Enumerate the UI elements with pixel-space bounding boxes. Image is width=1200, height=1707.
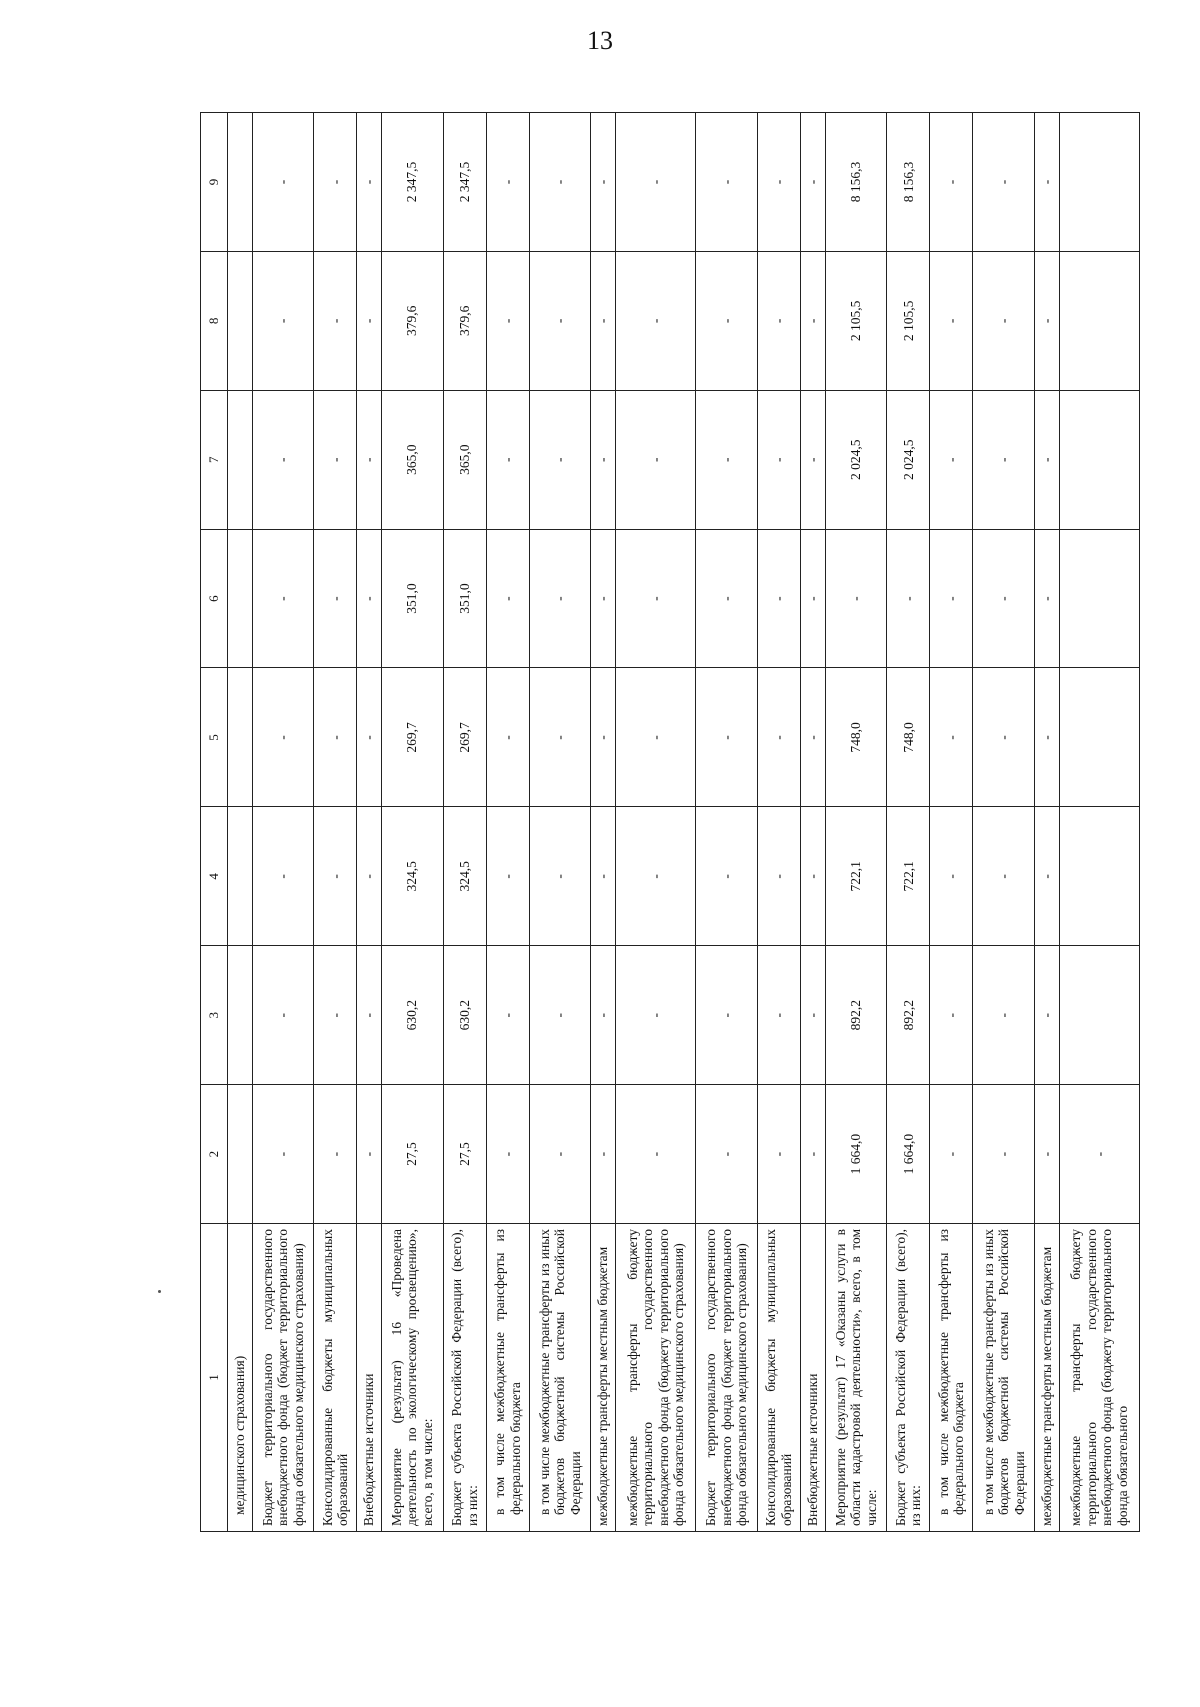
value-cell: - — [1035, 807, 1060, 946]
table-row — [615, 113, 695, 1532]
value-cell: - — [615, 113, 695, 252]
value-cell: - — [757, 251, 800, 390]
value-cell: - — [801, 113, 826, 252]
value-cell: - — [973, 1085, 1035, 1224]
row-label: межбюджетные трансферты местным бюджетам — [1035, 1224, 1060, 1532]
value-cell: - — [930, 668, 973, 807]
value-cell — [1059, 807, 1139, 946]
value-cell: - — [591, 113, 616, 252]
value-cell: 2 105,5 — [887, 251, 930, 390]
table-row — [314, 113, 357, 1532]
value-cell: - — [314, 390, 357, 529]
table-row — [973, 113, 1035, 1532]
table-row — [696, 113, 758, 1532]
value-cell: - — [973, 807, 1035, 946]
value-cell: - — [801, 1085, 826, 1224]
value-cell: 2 024,5 — [825, 390, 887, 529]
table-row — [443, 113, 486, 1532]
row-label: Консолидированные бюджеты муниципальных образований — [757, 1224, 800, 1532]
value-cell: - — [314, 946, 357, 1085]
value-cell: 8 156,3 — [887, 113, 930, 252]
value-cell: - — [757, 1085, 800, 1224]
value-cell: - — [696, 807, 758, 946]
row-label: Мероприятие (результат) 17 «Оказаны услуги в области кадастровой деятельности», всего, в том числе: — [825, 1224, 887, 1532]
value-cell: - — [930, 113, 973, 252]
value-cell: 892,2 — [825, 946, 887, 1085]
row-label: межбюджетные трансферты бюджету территориального государственного внебюджетного фонда (бюджету территориального фонда обязательного — [1059, 1224, 1139, 1532]
value-cell: - — [696, 1085, 758, 1224]
value-cell — [1059, 113, 1139, 252]
value-cell: - — [357, 946, 382, 1085]
value-cell: - — [252, 807, 314, 946]
value-cell: - — [801, 251, 826, 390]
value-cell: - — [757, 668, 800, 807]
value-cell: - — [930, 529, 973, 668]
table-row — [757, 113, 800, 1532]
value-cell: 2 347,5 — [443, 113, 486, 252]
row-label: Бюджет субъекта Российской Федерации (всего), из них: — [887, 1224, 930, 1532]
value-cell: 722,1 — [887, 807, 930, 946]
value-cell: 748,0 — [825, 668, 887, 807]
value-cell: - — [930, 807, 973, 946]
value-cell: - — [1035, 529, 1060, 668]
value-cell: 324,5 — [381, 807, 443, 946]
table-row — [357, 113, 382, 1532]
row-label: Внебюджетные источники — [801, 1224, 826, 1532]
value-cell: - — [529, 390, 591, 529]
table-row — [1035, 113, 1060, 1532]
value-cell: - — [314, 1085, 357, 1224]
value-cell: - — [357, 529, 382, 668]
value-cell: - — [757, 390, 800, 529]
value-cell: - — [591, 668, 616, 807]
value-cell: - — [615, 1085, 695, 1224]
column-header: 4 — [201, 807, 228, 946]
value-cell: 269,7 — [443, 668, 486, 807]
table-row — [1059, 113, 1139, 1532]
value-cell: - — [252, 529, 314, 668]
value-cell: 2 024,5 — [887, 390, 930, 529]
value-cell: - — [615, 390, 695, 529]
value-cell: - — [757, 529, 800, 668]
value-cell: - — [973, 946, 1035, 1085]
value-cell: - — [1035, 1085, 1060, 1224]
value-cell: 2 347,5 — [381, 113, 443, 252]
value-cell: 365,0 — [443, 390, 486, 529]
row-label: в том числе межбюджетные трансферты из федерального бюджета — [486, 1224, 529, 1532]
value-cell: 892,2 — [887, 946, 930, 1085]
value-cell: - — [801, 390, 826, 529]
value-cell: - — [1035, 668, 1060, 807]
value-cell: 27,5 — [443, 1085, 486, 1224]
value-cell: 351,0 — [381, 529, 443, 668]
table-row — [591, 113, 616, 1532]
value-cell: - — [801, 529, 826, 668]
value-cell: - — [486, 251, 529, 390]
value-cell: 324,5 — [443, 807, 486, 946]
value-cell: - — [486, 529, 529, 668]
value-cell: - — [357, 113, 382, 252]
value-cell: - — [696, 251, 758, 390]
table-row — [801, 113, 826, 1532]
row-label: межбюджетные трансферты бюджету территориального государственного внебюджетного фонда (бюджету территориального фонда обязательного медицинского страхования) — [615, 1224, 695, 1532]
value-cell: - — [591, 946, 616, 1085]
value-cell — [1059, 390, 1139, 529]
rotated-table-container — [200, 112, 1140, 1532]
value-cell — [1059, 251, 1139, 390]
value-cell — [228, 529, 253, 668]
value-cell: - — [486, 807, 529, 946]
value-cell: - — [529, 1085, 591, 1224]
row-label: Бюджет территориального государственного внебюджетного фонда (бюджет территориального фонда обязательного медицинского страхования) — [252, 1224, 314, 1532]
value-cell: 630,2 — [381, 946, 443, 1085]
row-label: Бюджет субъекта Российской Федерации (всего), из них: — [443, 1224, 486, 1532]
value-cell: - — [314, 251, 357, 390]
value-cell: - — [973, 113, 1035, 252]
table-header-row — [201, 113, 228, 1532]
value-cell: - — [252, 390, 314, 529]
value-cell: 630,2 — [443, 946, 486, 1085]
value-cell: - — [757, 946, 800, 1085]
value-cell: - — [314, 529, 357, 668]
value-cell: - — [825, 529, 887, 668]
value-cell: 722,1 — [825, 807, 887, 946]
value-cell: 365,0 — [381, 390, 443, 529]
value-cell: - — [696, 668, 758, 807]
value-cell: - — [930, 946, 973, 1085]
value-cell: - — [757, 113, 800, 252]
value-cell: - — [973, 390, 1035, 529]
column-header: 7 — [201, 390, 228, 529]
value-cell: - — [1035, 113, 1060, 252]
row-label: Консолидированные бюджеты муниципальных образований — [314, 1224, 357, 1532]
row-label: в том числе межбюджетные трансферты из иных бюджетов бюджетной системы Российской Федерации — [973, 1224, 1035, 1532]
value-cell: 27,5 — [381, 1085, 443, 1224]
value-cell: - — [696, 390, 758, 529]
column-header: 8 — [201, 251, 228, 390]
value-cell: - — [801, 946, 826, 1085]
value-cell: - — [973, 529, 1035, 668]
value-cell — [228, 946, 253, 1085]
value-cell: - — [973, 668, 1035, 807]
value-cell: - — [591, 251, 616, 390]
value-cell — [228, 251, 253, 390]
value-cell — [228, 390, 253, 529]
value-cell: - — [696, 113, 758, 252]
value-cell: - — [591, 1085, 616, 1224]
value-cell: - — [314, 113, 357, 252]
value-cell: - — [615, 807, 695, 946]
table-row — [252, 113, 314, 1532]
value-cell: - — [314, 668, 357, 807]
value-cell: - — [973, 251, 1035, 390]
value-cell: - — [591, 529, 616, 668]
value-cell: - — [801, 807, 826, 946]
budget-table — [200, 112, 1140, 1532]
value-cell: - — [529, 946, 591, 1085]
value-cell: - — [615, 529, 695, 668]
row-label: медицинского страхования) — [228, 1224, 253, 1532]
row-label: межбюджетные трансферты местным бюджетам — [591, 1224, 616, 1532]
value-cell: 379,6 — [443, 251, 486, 390]
value-cell: 2 105,5 — [825, 251, 887, 390]
value-cell: - — [252, 251, 314, 390]
value-cell — [228, 807, 253, 946]
table-row — [825, 113, 887, 1532]
value-cell: - — [696, 946, 758, 1085]
value-cell: - — [529, 529, 591, 668]
row-label: Мероприятие (результат) 16 «Проведена деятельность по экологическому просвещению», всего, в том числе: — [381, 1224, 443, 1532]
value-cell — [1059, 668, 1139, 807]
value-cell: 1 664,0 — [887, 1085, 930, 1224]
value-cell: - — [357, 251, 382, 390]
value-cell: - — [486, 113, 529, 252]
value-cell: - — [1035, 946, 1060, 1085]
row-label: Внебюджетные источники — [357, 1224, 382, 1532]
column-header: 5 — [201, 668, 228, 807]
scan-speck — [158, 1290, 161, 1293]
table-body — [228, 113, 1140, 1532]
table-row — [486, 113, 529, 1532]
value-cell: - — [529, 113, 591, 252]
row-label: Бюджет территориального государственного внебюджетного фонда (бюджет территориального фонда обязательного медицинского страхования) — [696, 1224, 758, 1532]
value-cell: - — [314, 807, 357, 946]
value-cell: - — [887, 529, 930, 668]
column-header: 1 — [201, 1224, 228, 1532]
value-cell: - — [591, 807, 616, 946]
value-cell: - — [591, 390, 616, 529]
value-cell: - — [252, 946, 314, 1085]
value-cell: 1 664,0 — [825, 1085, 887, 1224]
value-cell: 351,0 — [443, 529, 486, 668]
value-cell: - — [529, 251, 591, 390]
value-cell: - — [529, 807, 591, 946]
value-cell: - — [486, 1085, 529, 1224]
value-cell: - — [486, 668, 529, 807]
value-cell: - — [615, 668, 695, 807]
value-cell — [228, 113, 253, 252]
value-cell: - — [357, 1085, 382, 1224]
value-cell: - — [529, 668, 591, 807]
value-cell: - — [357, 807, 382, 946]
value-cell: - — [801, 668, 826, 807]
column-header: 2 — [201, 1085, 228, 1224]
table-row — [930, 113, 973, 1532]
table-row — [228, 113, 253, 1532]
value-cell: - — [252, 668, 314, 807]
column-header: 3 — [201, 946, 228, 1085]
table-row — [381, 113, 443, 1532]
value-cell: 269,7 — [381, 668, 443, 807]
value-cell — [1059, 946, 1139, 1085]
value-cell: - — [252, 1085, 314, 1224]
value-cell: - — [252, 113, 314, 252]
value-cell: - — [615, 946, 695, 1085]
value-cell: - — [930, 390, 973, 529]
value-cell: - — [930, 251, 973, 390]
value-cell: - — [357, 390, 382, 529]
value-cell — [1059, 529, 1139, 668]
row-label: в том числе межбюджетные трансферты из федерального бюджета — [930, 1224, 973, 1532]
value-cell: 8 156,3 — [825, 113, 887, 252]
value-cell: - — [757, 807, 800, 946]
value-cell: - — [930, 1085, 973, 1224]
page-number: 13 — [587, 26, 613, 55]
value-cell: - — [1059, 1085, 1139, 1224]
value-cell: - — [486, 390, 529, 529]
value-cell: - — [696, 529, 758, 668]
value-cell: - — [357, 668, 382, 807]
row-label: в том числе межбюджетные трансферты из иных бюджетов бюджетной системы Российской Федерации — [529, 1224, 591, 1532]
value-cell — [228, 668, 253, 807]
table-row — [529, 113, 591, 1532]
value-cell: 748,0 — [887, 668, 930, 807]
table-row — [887, 113, 930, 1532]
value-cell: - — [615, 251, 695, 390]
value-cell: - — [1035, 390, 1060, 529]
value-cell — [228, 1085, 253, 1224]
value-cell: 379,6 — [381, 251, 443, 390]
column-header: 9 — [201, 113, 228, 252]
value-cell: - — [1035, 251, 1060, 390]
column-header: 6 — [201, 529, 228, 668]
value-cell: - — [486, 946, 529, 1085]
